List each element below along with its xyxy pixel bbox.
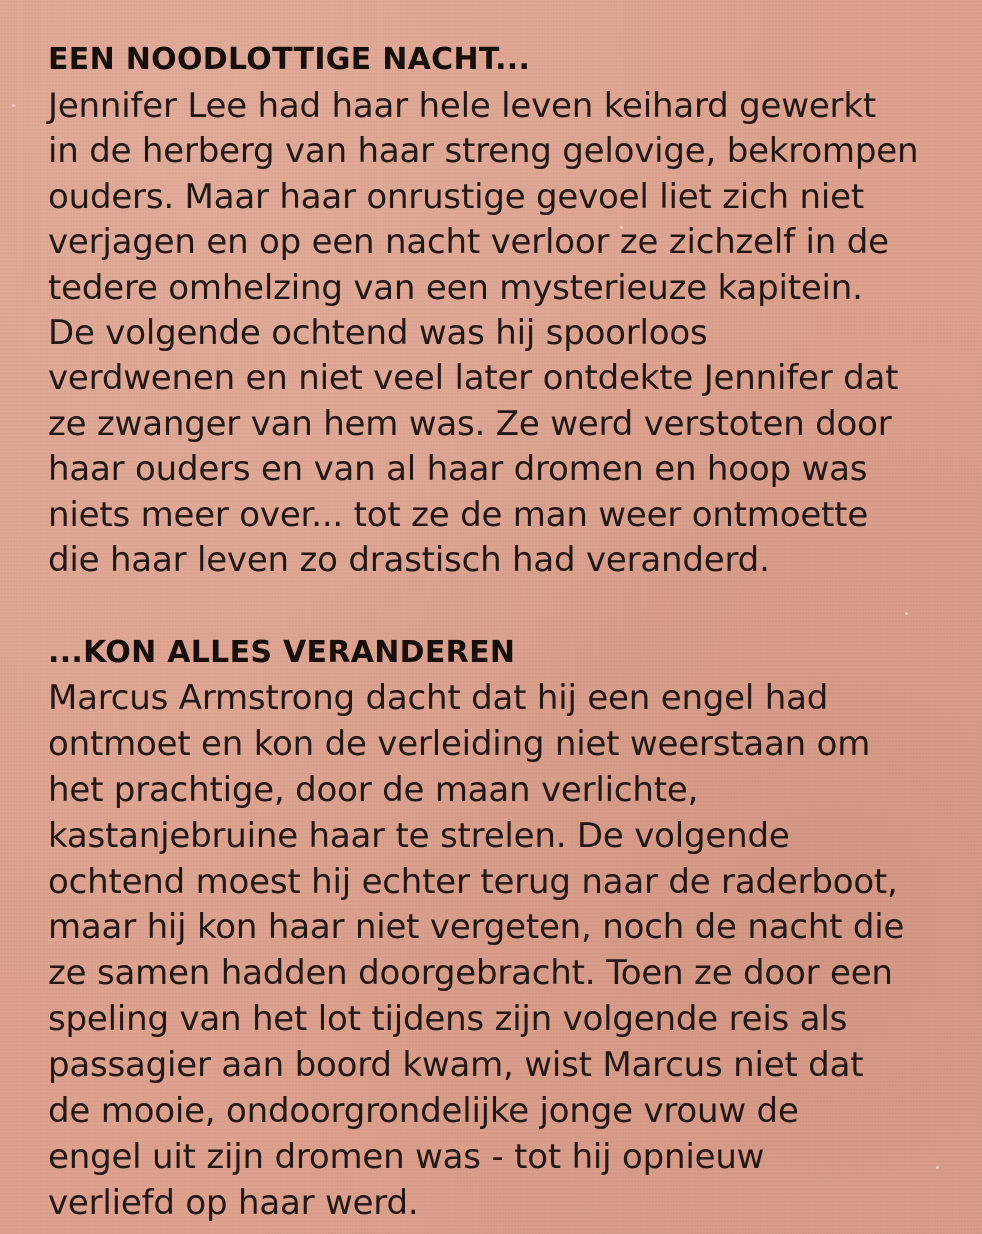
body-line: niets meer over... tot ze de man weer ontmoette: [48, 494, 869, 535]
blurb-section-two: [48, 630, 968, 1227]
paper-speck: [12, 104, 15, 107]
body-line: die haar leven zo drastisch had veranderd.: [48, 539, 770, 580]
body-line: ouders. Maar haar onrustige gevoel liet zich niet: [48, 176, 864, 217]
body-line: passagier aan boord kwam, wist Marcus niet dat: [48, 1045, 864, 1086]
body-line: verliefd op haar werd.: [48, 1182, 419, 1223]
body-line: speling van het lot tijdens zijn volgende reis als: [48, 999, 848, 1040]
body-line: Jennifer Lee had haar hele leven keihard gewerkt: [48, 86, 876, 126]
body-line: kastanjebruine haar te strelen. De volgende: [48, 815, 790, 856]
section-one-body: [48, 84, 968, 583]
body-line: De volgende ochtend was hij spoorloos: [48, 312, 708, 353]
body-line: tedere omhelzing van een mysterieuze kapitein.: [48, 267, 863, 308]
body-line: maar hij kon haar niet vergeten, noch de nacht die: [48, 907, 905, 948]
body-line: Marcus Armstrong dacht dat hij een engel had: [48, 678, 829, 718]
section-one-heading: EEN NOODLOTTIGE NACHT...: [48, 42, 531, 77]
body-line: haar ouders en van al haar dromen en hoop was: [48, 449, 868, 490]
section-two-heading: ...KON ALLES VERANDEREN: [48, 635, 516, 670]
body-line: ze samen hadden doorgebracht. Toen ze door een: [48, 953, 893, 994]
body-line: ontmoet en kon de verleiding niet weerstaan om: [48, 723, 871, 764]
body-line: engel uit zijn dromen was - tot hij opnieuw: [48, 1136, 765, 1177]
body-line: ochtend moest hij echter terug naar de raderboot,: [48, 861, 898, 902]
body-line: verdwenen en niet veel later ontdekte Jennifer dat: [48, 358, 899, 399]
body-line: in de herberg van haar streng gelovige, bekrompen: [48, 131, 919, 172]
paper-speck: [905, 612, 908, 615]
body-line: ze zwanger van hem was. Ze werd verstoten door: [48, 403, 892, 444]
body-line: de mooie, ondoorgrondelijke jonge vrouw de: [48, 1091, 799, 1132]
section-two-body: [48, 676, 968, 1227]
body-line: het prachtige, door de maan verlichte,: [48, 769, 699, 810]
blurb-section-one: [48, 36, 968, 583]
body-line: verjagen en op een nacht verloor ze zichzelf in de: [48, 222, 889, 263]
